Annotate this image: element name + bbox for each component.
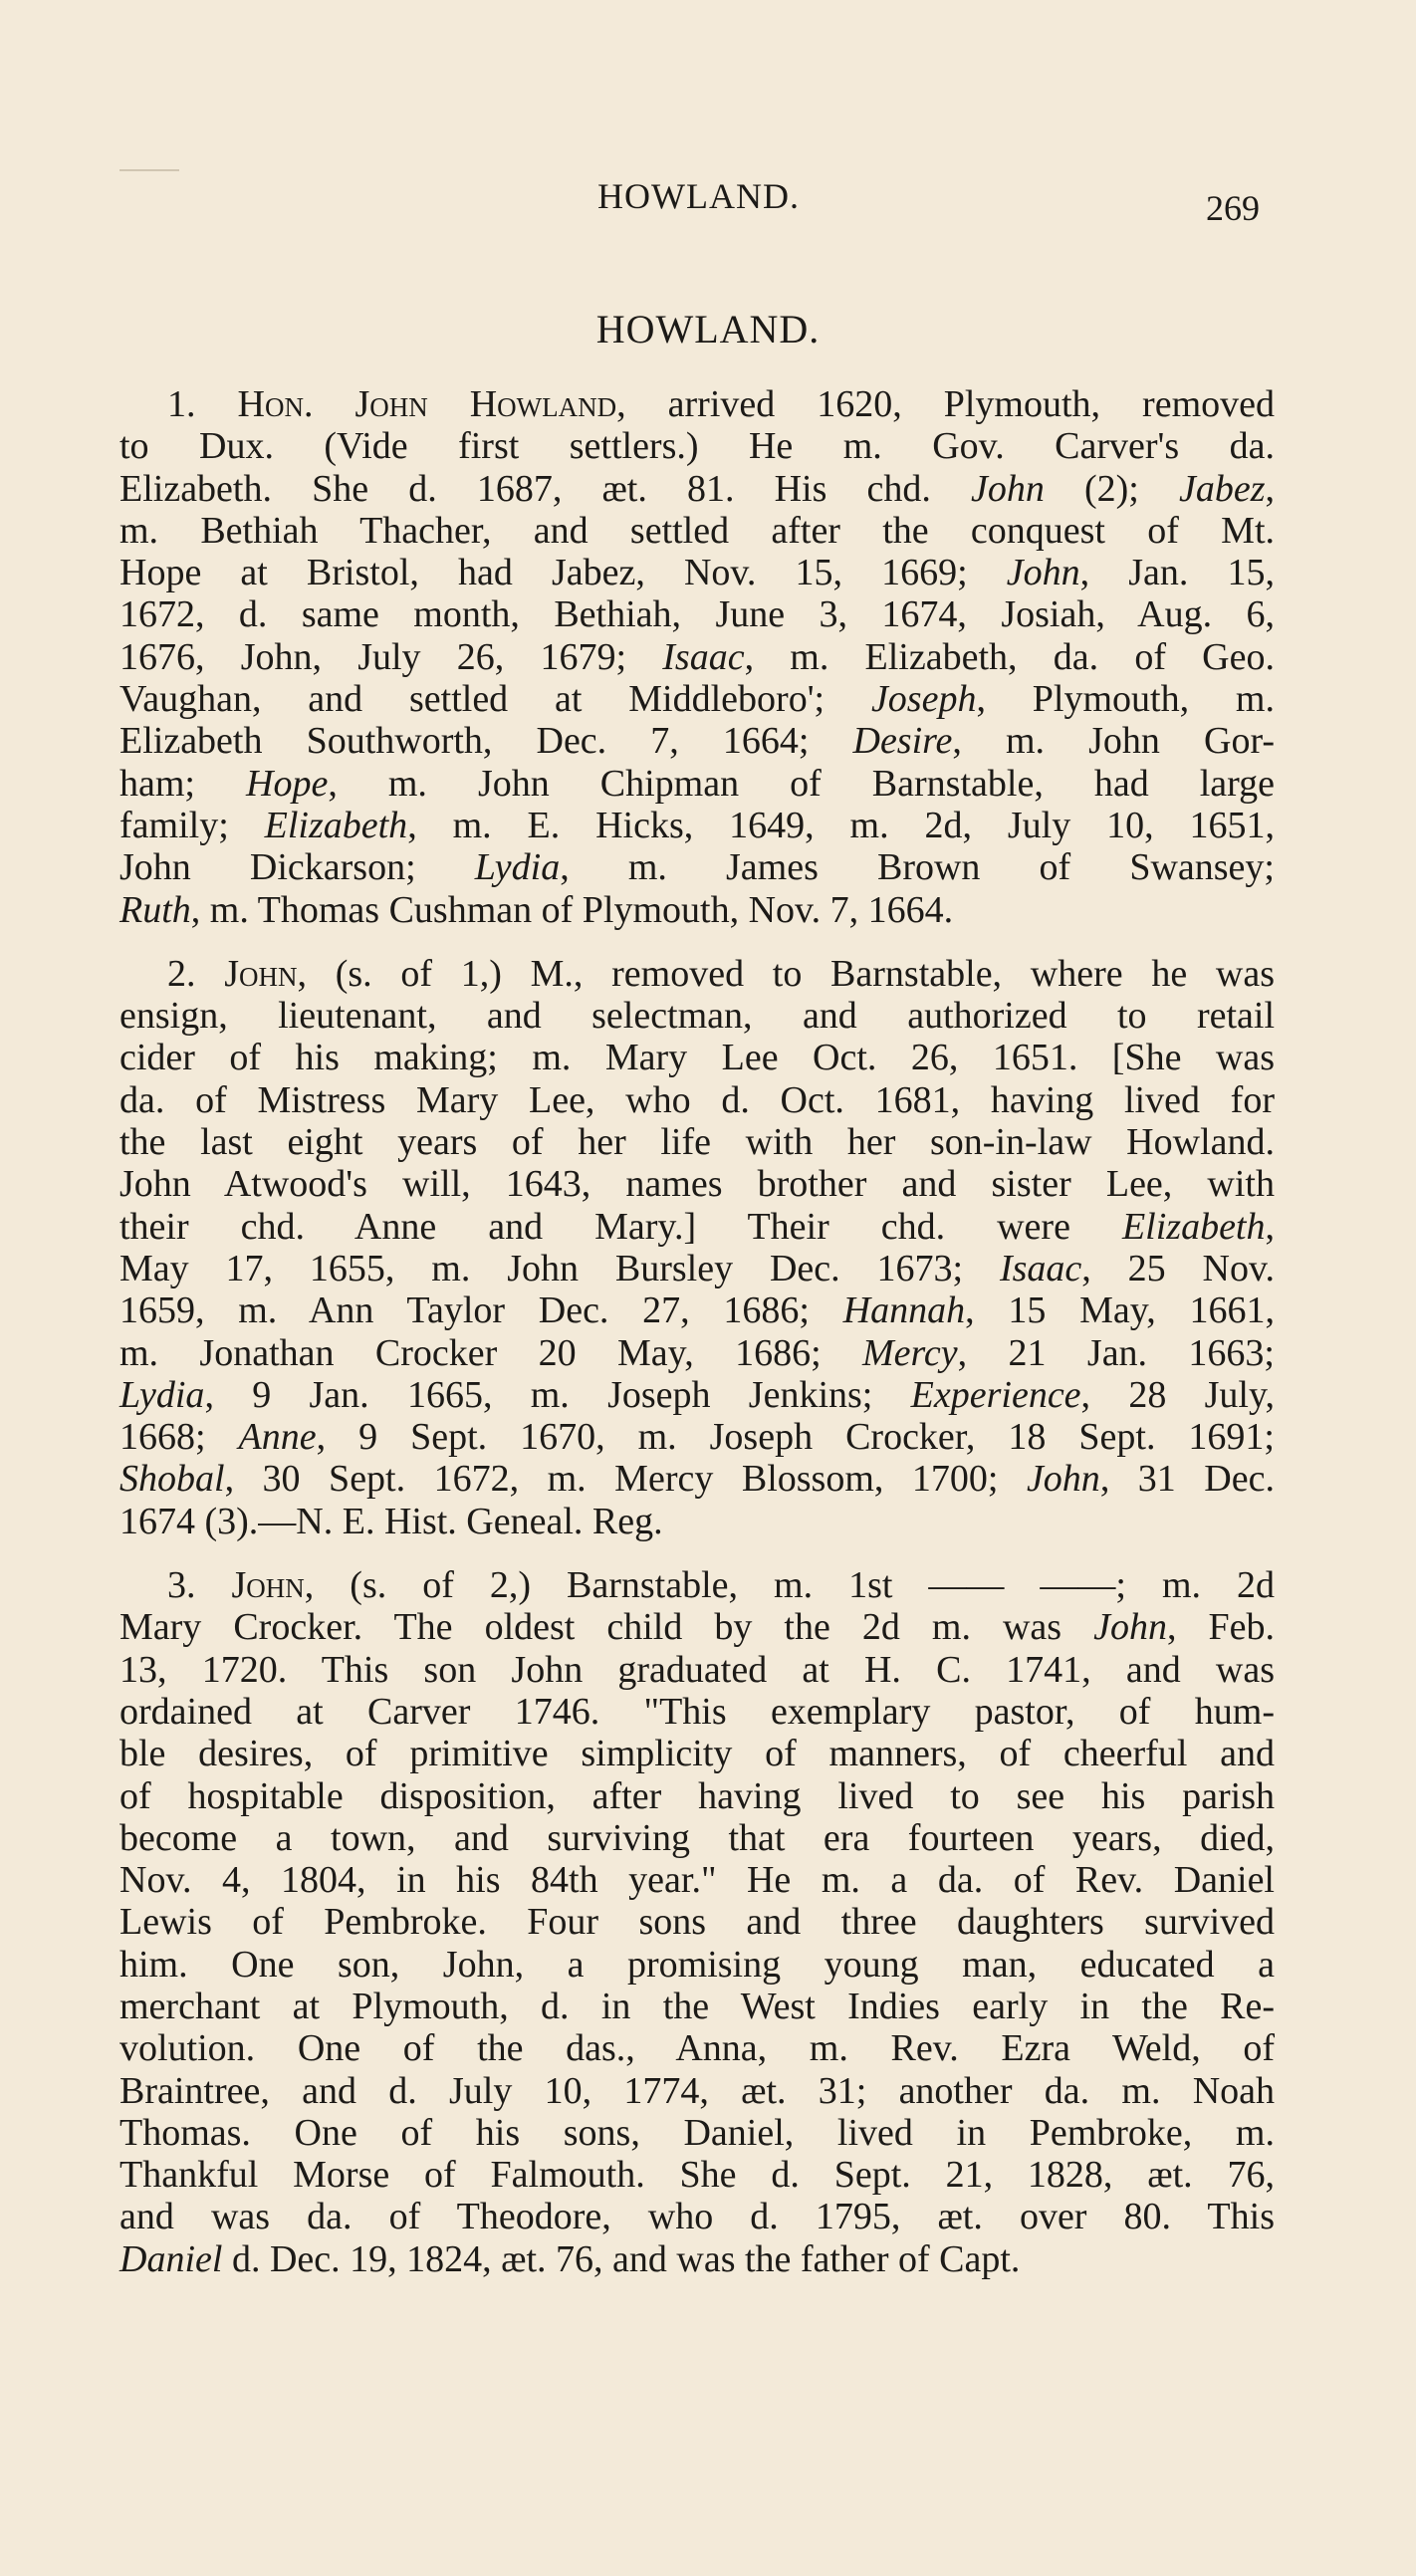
text-line: cider of his making; m. Mary Lee Oct. 26, 1651. [She was bbox=[119, 1037, 1275, 1079]
entry-paragraph bbox=[119, 1564, 1275, 2280]
text-line: 1672, d. same month, Bethiah, June 3, 1674, Josiah, Aug. 6, bbox=[119, 593, 1275, 636]
text-line: merchant at Plymouth, d. in the West Indies early in the Re- bbox=[119, 1985, 1275, 2027]
text-line: Mary Crocker. The oldest child by the 2d m. was John, Feb. bbox=[119, 1606, 1275, 1649]
entry-paragraph bbox=[119, 953, 1275, 1542]
text-line: and was da. of Theodore, who d. 1795, æt. over 80. This bbox=[119, 2196, 1275, 2238]
text-line: their chd. Anne and Mary.] Their chd. were Elizabeth, bbox=[119, 1205, 1275, 1248]
page-number: 269 bbox=[1206, 188, 1260, 228]
running-head: HOWLAND. bbox=[597, 176, 800, 216]
text-line: 2. John, (s. of 1,) M., removed to Barnstable, where he was bbox=[167, 952, 1275, 995]
text-line: Elizabeth. She d. 1687, æt. 81. His chd. John (2); Jabez, bbox=[119, 467, 1275, 510]
text-line: John Dickarson; Lydia, m. James Brown of Swansey; bbox=[119, 846, 1275, 889]
text-line: become a town, and surviving that era fourteen years, died, bbox=[119, 1816, 1275, 1859]
text-line: da. of Mistress Mary Lee, who d. Oct. 1681, having lived for bbox=[119, 1078, 1275, 1121]
text-line: Thomas. One of his sons, Daniel, lived in Pembroke, m. bbox=[119, 2111, 1275, 2154]
text-line: ble desires, of primitive simplicity of manners, of cheerful and bbox=[119, 1733, 1275, 1775]
text-line: Braintree, and d. July 10, 1774, æt. 31; another da. m. Noah bbox=[119, 2069, 1275, 2112]
text-line: to Dux. (Vide first settlers.) He m. Gov. Carver's da. bbox=[119, 425, 1275, 468]
text-line: m. Bethiah Thacher, and settled after the conquest of Mt. bbox=[119, 509, 1275, 552]
text-line: Hope at Bristol, had Jabez, Nov. 15, 1669; John, Jan. 15, bbox=[119, 552, 1276, 594]
text-line: John Atwood's will, 1643, names brother and sister Lee, with bbox=[119, 1163, 1275, 1206]
text-line: 3. John, (s. of 2,) Barnstable, m. 1st —— ——; m. 2d bbox=[167, 1564, 1275, 1607]
text-line: Vaughan, and settled at Middleboro'; Joseph, Plymouth, m. bbox=[119, 678, 1275, 721]
text-line: Nov. 4, 1804, in his 84th year." He m. a da. of Rev. Daniel bbox=[119, 1859, 1275, 1902]
text-line: him. One son, John, a promising young man, educated a bbox=[119, 1943, 1275, 1986]
text-line: of hospitable disposition, after having lived to see his parish bbox=[119, 1774, 1275, 1817]
section-title: HOWLAND. bbox=[595, 307, 821, 351]
text-line: m. Jonathan Crocker 20 May, 1686; Mercy, 21 Jan. 1663; bbox=[119, 1331, 1275, 1374]
entry-paragraph bbox=[119, 383, 1275, 931]
text-line: 1. Hon. John Howland, arrived 1620, Plymouth, removed bbox=[167, 383, 1275, 425]
text-line: 13, 1720. This son John graduated at H. C. 1741, and was bbox=[119, 1648, 1275, 1691]
text-line: May 17, 1655, m. John Bursley Dec. 1673; Isaac, 25 Nov. bbox=[119, 1247, 1275, 1289]
text-line: ham; Hope, m. John Chipman of Barnstable, had large bbox=[119, 762, 1275, 805]
page-edge-mark bbox=[119, 169, 179, 171]
text-line: ordained at Carver 1746. "This exemplary pastor, of hum- bbox=[119, 1690, 1275, 1733]
text-line: Elizabeth Southworth, Dec. 7, 1664; Desire, m. John Gor- bbox=[119, 720, 1275, 763]
text-line: the last eight years of her life with her son-in-law Howland. bbox=[119, 1121, 1275, 1164]
text-line: 1674 (3).—N. E. Hist. Geneal. Reg. bbox=[119, 1500, 663, 1542]
text-line: Ruth, m. Thomas Cushman of Plymouth, Nov. 7, 1664. bbox=[119, 888, 954, 931]
text-line: family; Elizabeth, m. E. Hicks, 1649, m. 2d, July 10, 1651, bbox=[119, 804, 1275, 846]
body-text bbox=[119, 383, 1275, 2302]
text-line: Daniel d. Dec. 19, 1824, æt. 76, and was the father of Capt. bbox=[119, 2237, 1021, 2280]
text-line: Thankful Morse of Falmouth. She d. Sept. 21, 1828, æt. 76, bbox=[119, 2154, 1275, 2197]
text-line: ensign, lieutenant, and selectman, and authorized to retail bbox=[119, 995, 1275, 1038]
text-line: volution. One of the das., Anna, m. Rev. Ezra Weld, of bbox=[119, 2027, 1275, 2070]
text-line: 1668; Anne, 9 Sept. 1670, m. Joseph Crocker, 18 Sept. 1691; bbox=[119, 1416, 1275, 1459]
text-line: Shobal, 30 Sept. 1672, m. Mercy Blossom, 1700; John, 31 Dec. bbox=[119, 1458, 1275, 1501]
text-line: 1659, m. Ann Taylor Dec. 27, 1686; Hannah, 15 May, 1661, bbox=[119, 1289, 1275, 1332]
text-line: 1676, John, July 26, 1679; Isaac, m. Elizabeth, da. of Geo. bbox=[119, 635, 1275, 678]
text-line: Lewis of Pembroke. Four sons and three daughters survived bbox=[119, 1901, 1275, 1944]
text-line: Lydia, 9 Jan. 1665, m. Joseph Jenkins; Experience, 28 July, bbox=[119, 1373, 1275, 1416]
